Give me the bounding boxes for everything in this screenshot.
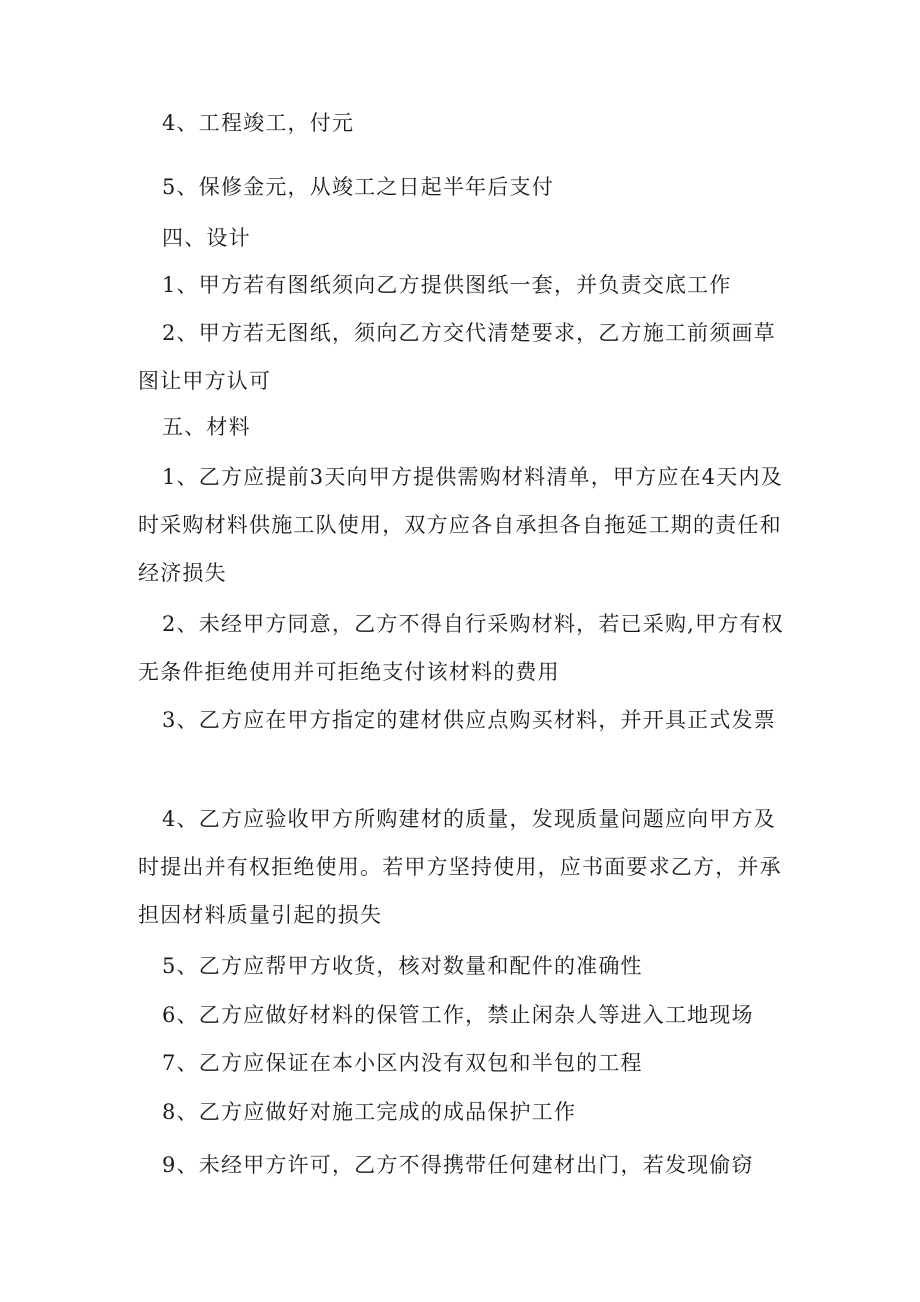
clause-materials-5: 5、乙方应帮甲方收货，核对数量和配件的准确性 <box>162 954 643 978</box>
section-heading-design: 四、设计 <box>162 226 251 250</box>
clause-materials-7: 7、乙方应保证在本小区内没有双包和半包的工程 <box>162 1051 643 1075</box>
clause-materials-6: 6、乙方应做好材料的保管工作，禁止闲杂人等进入工地现场 <box>162 1003 754 1027</box>
clause-materials-9: 9、未经甲方许可，乙方不得携带任何建材出门，若发现偷窃 <box>162 1153 754 1177</box>
clause-materials-8: 8、乙方应做好对施工完成的成品保护工作 <box>162 1100 577 1124</box>
clause-design-2: 2、甲方若无图纸，须向乙方交代清楚要求，乙方施工前须画草图让甲方认可 <box>138 321 776 393</box>
clause-materials-4: 4、乙方应验收甲方所购建材的质量，发现质量问题应向甲方及时提出并有权拒绝使用。若甲方坚持使用，应书面要求乙方，并承担因材料质量引起的损失 <box>138 807 782 927</box>
section-heading-materials: 五、材料 <box>162 415 251 439</box>
clause-design-1: 1、甲方若有图纸须向乙方提供图纸一套，并负责交底工作 <box>162 273 732 297</box>
clause-payment-completion: 4、工程竣工，付元 <box>162 111 355 135</box>
clause-warranty-deposit: 5、保修金元，从竣工之日起半年后支付 <box>162 175 554 199</box>
clause-materials-3: 3、乙方应在甲方指定的建材供应点购买材料，并开具正式发票 <box>162 708 776 732</box>
clause-materials-2: 2、未经甲方同意，乙方不得自行采购材料，若已采购,甲方有权无条件拒绝使用并可拒绝支付该材料的费用 <box>138 612 784 684</box>
clause-materials-1: 1、乙方应提前3天向甲方提供需购材料清单，甲方应在4天内及时采购材料供施工队使用，双方应各自承担各自拖延工期的责任和经济损失 <box>138 465 783 585</box>
